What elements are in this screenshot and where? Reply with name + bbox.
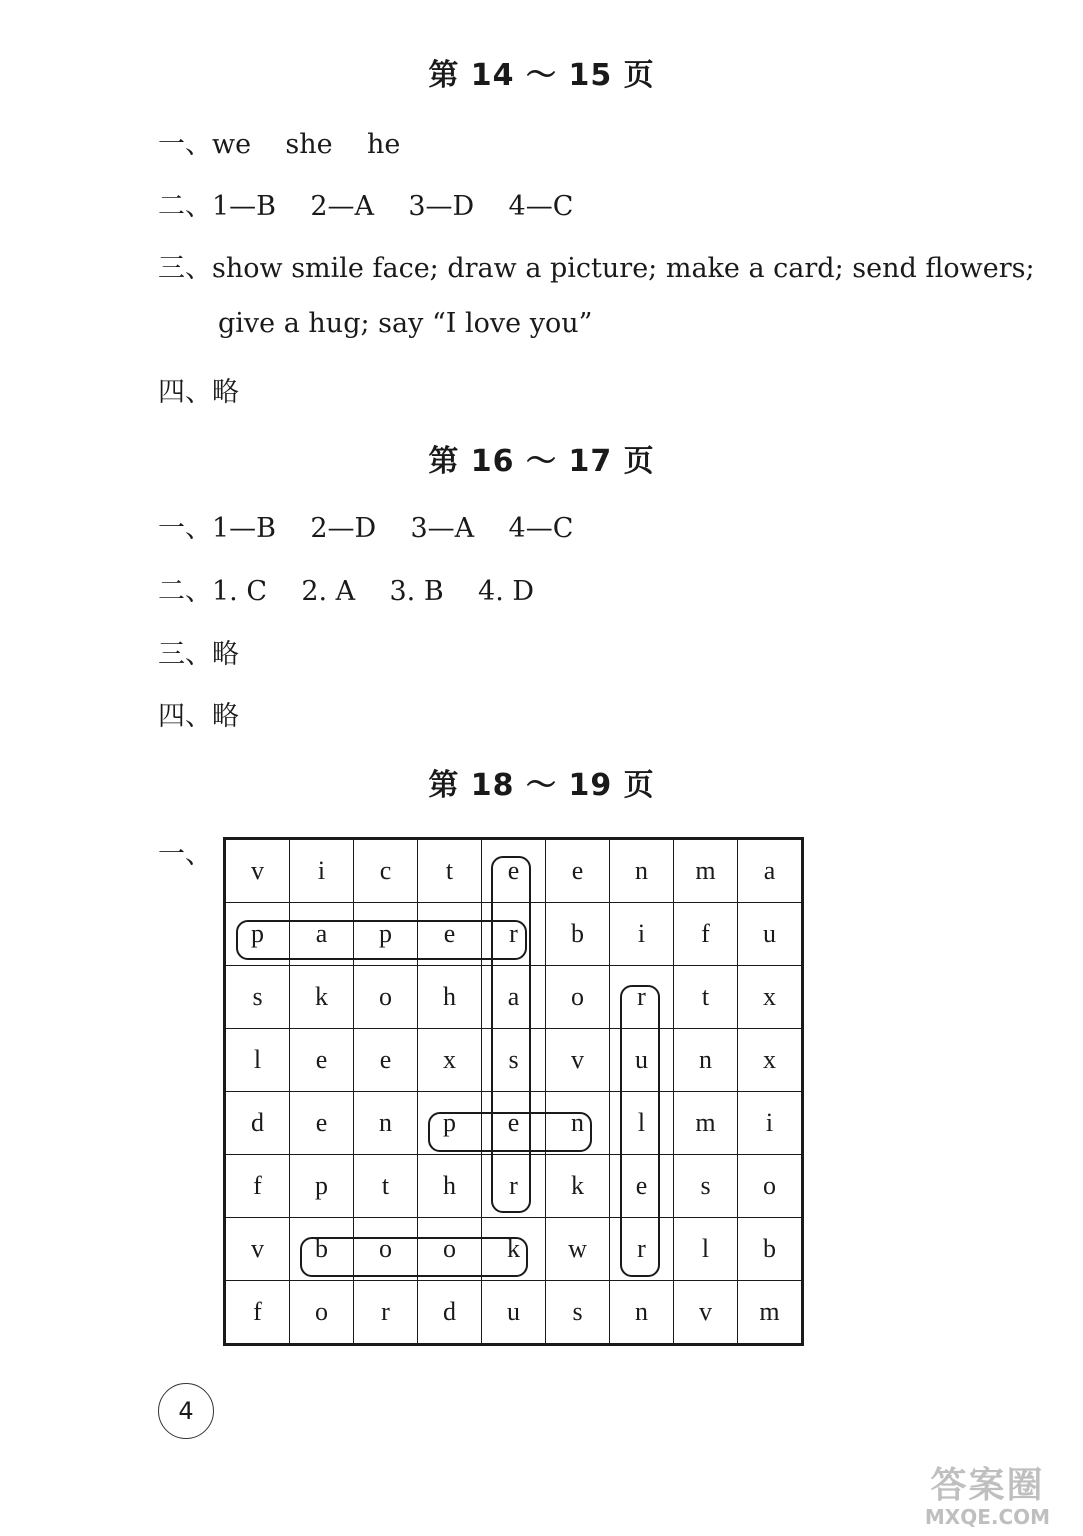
grid-cell: n (354, 1092, 418, 1155)
grid-cell: e (482, 1092, 546, 1155)
watermark-site: MXQE.COM (924, 1505, 1051, 1529)
grid-cell: r (610, 966, 674, 1029)
grid-cell: a (738, 839, 803, 903)
answer-line (158, 370, 239, 409)
grid-cell: n (610, 1281, 674, 1345)
grid-cell: x (738, 1029, 803, 1092)
grid-cell: s (546, 1281, 610, 1345)
grid-cell: r (482, 1155, 546, 1218)
item-label: 一、 (158, 129, 212, 160)
item-text: 1—B 2—A 3—D 4—C (212, 191, 574, 222)
grid-row (225, 966, 803, 1029)
section-heading-p16-17: 第 16 ～ 17 页 (428, 444, 655, 479)
grid-cell: v (225, 839, 290, 903)
grid-row (225, 1281, 803, 1345)
grid-cell: m (738, 1281, 803, 1345)
item-label: 一、 (158, 513, 212, 544)
grid-cell: o (418, 1218, 482, 1281)
grid-cell: i (738, 1092, 803, 1155)
grid-cell: l (610, 1092, 674, 1155)
grid-cell: i (610, 903, 674, 966)
grid-cell: x (418, 1029, 482, 1092)
grid-row (225, 1092, 803, 1155)
answer-line (158, 632, 239, 671)
grid-cell: u (738, 903, 803, 966)
grid-row (225, 903, 803, 966)
wordsearch-label: 一、 (158, 839, 212, 870)
grid-cell: f (674, 903, 738, 966)
grid-row (225, 839, 803, 903)
grid-row (225, 1155, 803, 1218)
grid-cell: r (482, 903, 546, 966)
item-text: give a hug; say “I love you” (218, 308, 593, 339)
item-text: 1—B 2—D 3—A 4—C (212, 513, 574, 544)
grid-cell: n (674, 1029, 738, 1092)
item-text: 略 (212, 639, 239, 670)
grid-cell: h (418, 966, 482, 1029)
grid-cell: e (482, 839, 546, 903)
grid-cell: r (610, 1218, 674, 1281)
grid-cell: k (482, 1218, 546, 1281)
grid-cell: f (225, 1155, 290, 1218)
grid-cell: x (738, 966, 803, 1029)
answer-line (158, 122, 400, 161)
grid-cell: d (418, 1281, 482, 1345)
grid-cell: t (354, 1155, 418, 1218)
grid-cell: b (546, 903, 610, 966)
answer-line (158, 184, 573, 223)
grid-cell: o (354, 966, 418, 1029)
grid-cell: n (546, 1092, 610, 1155)
grid-cell: r (354, 1281, 418, 1345)
grid-cell: d (225, 1092, 290, 1155)
section-heading-p18-19: 第 18 ～ 19 页 (428, 768, 655, 803)
grid-cell: i (290, 839, 354, 903)
grid-cell: l (674, 1218, 738, 1281)
item-text: 略 (212, 701, 239, 732)
grid-cell: s (225, 966, 290, 1029)
item-text: show smile face; draw a picture; make a card; send flowers; (212, 253, 1035, 284)
grid-cell: e (290, 1029, 354, 1092)
grid-cell: s (482, 1029, 546, 1092)
grid-cell: v (546, 1029, 610, 1092)
grid-cell: v (674, 1281, 738, 1345)
grid-cell: p (290, 1155, 354, 1218)
grid-cell: p (225, 903, 290, 966)
grid-cell: c (354, 839, 418, 903)
grid-cell: e (418, 903, 482, 966)
grid-cell: b (290, 1218, 354, 1281)
grid-cell: k (546, 1155, 610, 1218)
word-search-grid (223, 837, 804, 1346)
answer-line (158, 246, 1035, 285)
grid-cell: l (225, 1029, 290, 1092)
grid-cell: e (354, 1029, 418, 1092)
grid-cell: w (546, 1218, 610, 1281)
answer-line (158, 506, 573, 545)
grid-cell: p (418, 1092, 482, 1155)
page-number: 4 (158, 1383, 214, 1439)
grid-cell: n (610, 839, 674, 903)
answer-line (158, 694, 239, 733)
watermark-logo (900, 1466, 1075, 1528)
grid-cell: u (610, 1029, 674, 1092)
grid-cell: h (418, 1155, 482, 1218)
grid-cell: e (290, 1092, 354, 1155)
grid-row (225, 1218, 803, 1281)
grid-row (225, 1029, 803, 1092)
grid-cell: m (674, 1092, 738, 1155)
grid-cell: a (290, 903, 354, 966)
grid-cell: e (610, 1155, 674, 1218)
item-text: 1. C 2. A 3. B 4. D (212, 576, 535, 607)
grid-cell: m (674, 839, 738, 903)
grid-cell: e (546, 839, 610, 903)
grid-cell: p (354, 903, 418, 966)
item-label: 四、 (158, 377, 212, 408)
grid-cell: v (225, 1218, 290, 1281)
grid-cell: t (418, 839, 482, 903)
watermark-mark: 答案圈 (930, 1465, 1045, 1506)
grid-cell: k (290, 966, 354, 1029)
grid-cell: u (482, 1281, 546, 1345)
item-label: 四、 (158, 701, 212, 732)
item-label: 二、 (158, 191, 212, 222)
grid-cell: s (674, 1155, 738, 1218)
grid-cell: f (225, 1281, 290, 1345)
item-label: 三、 (158, 253, 212, 284)
item-text: we she he (212, 129, 401, 160)
grid-cell: o (290, 1281, 354, 1345)
item-label: 二、 (158, 576, 212, 607)
grid-cell: o (546, 966, 610, 1029)
grid-cell: o (738, 1155, 803, 1218)
grid-cell: b (738, 1218, 803, 1281)
item-text: 略 (212, 377, 239, 408)
section-heading-p14-15: 第 14 ～ 15 页 (428, 58, 655, 93)
grid-cell: t (674, 966, 738, 1029)
answer-line (158, 569, 534, 608)
grid-cell: a (482, 966, 546, 1029)
grid-cell: o (354, 1218, 418, 1281)
item-label: 三、 (158, 639, 212, 670)
answer-line-continued (218, 308, 592, 339)
